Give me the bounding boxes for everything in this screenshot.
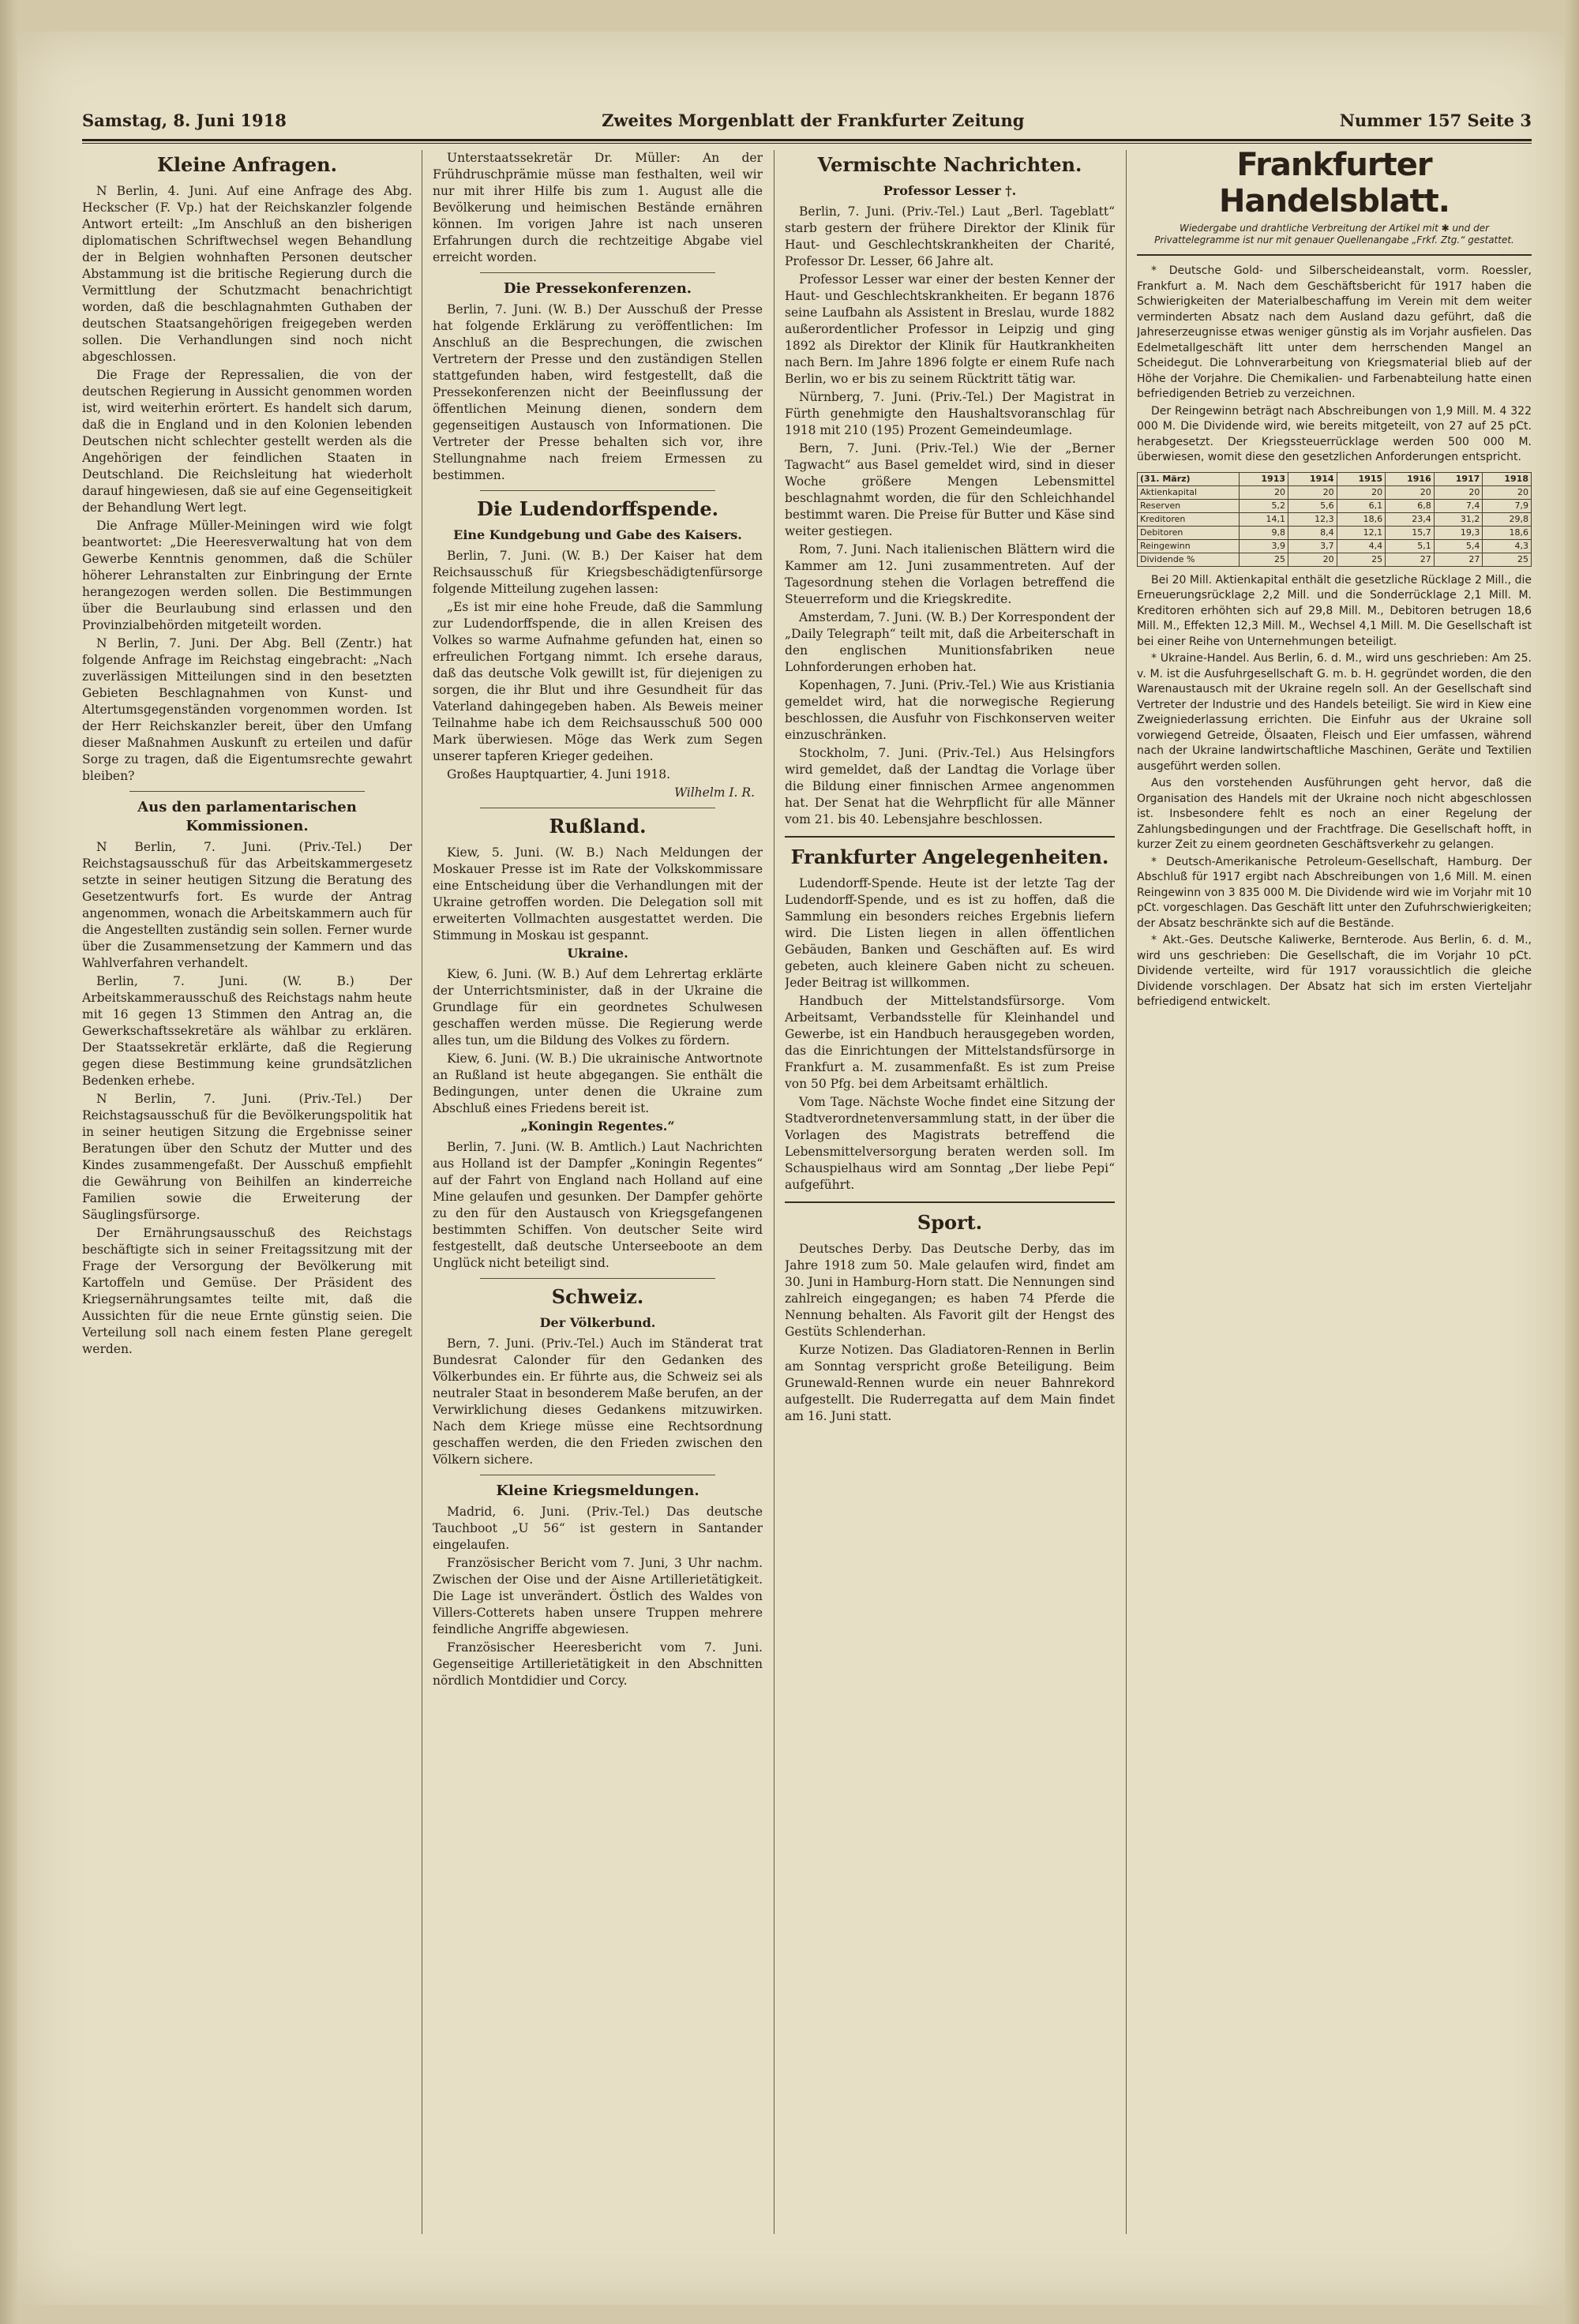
- separator: [129, 791, 365, 792]
- table-cell: 12,1: [1337, 526, 1386, 539]
- section-heading: Aus den parlamentarischen Kommissionen.: [137, 799, 357, 834]
- article-paragraph: Die Frage der Repressalien, die von der deutschen Regierung in Aussicht genommen worden ist, wird weiterhin erörtert. Es handelt sich darum, daß die in England und in den Kolonien lebenden Deutschen nicht schlechter gestellt werden als die Angehörigen der feindlichen Staaten in Deutschland. Die Reichsleitung hat wiederholt darauf hingewiesen, daß sie auf eine Gegenseitigkeit der Behandlung Wert legt.: [82, 368, 412, 515]
- header-rule-thin: [82, 143, 1532, 144]
- separator: [480, 272, 715, 273]
- separator: [480, 1278, 715, 1279]
- subheading: Ukraine.: [567, 946, 628, 961]
- article-paragraph: Französischer Bericht vom 7. Juni, 3 Uhr nachm. Zwischen der Oise und der Aisne Artillerietätigkeit. Die Lage ist unverändert. Östlich des Waldes von Villers-Cotterets haben unsere Truppen mehrere feindliche Angriffe abgewiesen.: [433, 1556, 763, 1636]
- column-rule: [1126, 150, 1127, 2234]
- table-cell: 5,2: [1240, 499, 1288, 512]
- column-4-handelsblatt: [1137, 150, 1532, 2242]
- separator: [785, 1201, 1115, 1203]
- table-cell: 7,9: [1483, 499, 1532, 512]
- article-paragraph: Vom Tage. Nächste Woche findet eine Sitzung der Stadtverordnetenversammlung statt, in der über die Vorlagen des Magistrats betreffend die Lebensmittelversorgung beraten werden soll. Im Schauspielhaus wird am Sonntag „Der liebe Pepi“ aufgeführt.: [785, 1095, 1115, 1192]
- table-cell: 20: [1288, 485, 1337, 499]
- header-date: Samstag, 8. Juni 1918: [82, 110, 287, 130]
- section-heading: Rußland.: [549, 815, 647, 838]
- table-cell: 5,4: [1434, 539, 1483, 553]
- table-cell: 3,7: [1288, 539, 1337, 553]
- table-cell: 25: [1240, 553, 1288, 566]
- table-header-cell: 1915: [1337, 472, 1386, 485]
- section-heading: Sport.: [917, 1211, 983, 1234]
- article-paragraph: Französischer Heeresbericht vom 7. Juni. Gegenseitige Artillerietätigkeit in den Abschnitten nördlich Montdidier und Corcy.: [433, 1640, 763, 1688]
- table-cell: 25: [1337, 553, 1386, 566]
- table-cell: 23,4: [1386, 512, 1435, 526]
- article-paragraph: Professor Lesser war einer der besten Kenner der Haut- und Geschlechtskrankheiten. Er begann 1876 seine Laufbahn als Assistent in Breslau, wurde 1882 außerordentlicher Professor in Leipzig und ging 1892 als Direktor der Klinik für Hautkrankheiten nach Bern. Im Jahre 1896 folgte er einem Rufe nach Berlin, wo er bis zu seinem Rücktritt tätig war.: [785, 272, 1115, 386]
- article-paragraph: Der Reingewinn beträgt nach Abschreibungen von 1,9 Mill. M. 4 322 000 M. Die Dividende wird, wie bereits mitgeteilt, von 27 auf 25 pCt. herabgesetzt. Der Kriegssteuerrücklage werden 500 000 M. überwiesen, womit diese den gesetzlichen Anforderungen entspricht.: [1137, 404, 1532, 463]
- article-paragraph: Aus den vorstehenden Ausführungen geht hervor, daß die Organisation des Handels mit der Ukraine noch nicht abgeschlossen ist. Insbesondere fehlt es noch an einer Regelung der Zahlungsbedingungen und der Frachtfrage. Die Gesellschaft hofft, in kurzer Zeit zu einem geordneten Geschäftsverkehr zu gelangen.: [1137, 777, 1532, 851]
- article-paragraph: Berlin, 7. Juni. (W. B.) Der Ausschuß der Presse hat folgende Erklärung zu veröffentlichen: Im Anschluß an die Besprechungen, die zwischen Vertretern der Presse und den zuständigen Stellen stattgefunden haben, wird festgestellt, daß die Pressekonferenzen nicht der Beeinflussung der öffentlichen Meinung dienen, sondern dem gegenseitigen Austausch von Informationen. Die Vertreter der Presse behalten sich vor, ihre Stellungnahme nach freiem Ermessen zu bestimmen.: [433, 302, 763, 482]
- header-masthead: Zweites Morgenblatt der Frankfurter Zeitung: [602, 110, 1025, 130]
- article-paragraph: N Berlin, 4. Juni. Auf eine Anfrage des Abg. Heckscher (F. Vp.) hat der Reichskanzler folgende Antwort erteilt: „Im Anschluß an den bisherigen diplomatischen Schriftwechsel wegen Behandlung der in Belgien wohnhaften Personen deutscher Abstammung ist die britische Regierung durch die Vermittlung der Schutzmacht benachrichtigt worden, daß die beschlagnahmten Guthaben der deutschen Staatsangehörigen freigegeben werden sollen. Die Verhandlungen sind noch nicht abgeschlossen.: [82, 184, 412, 364]
- table-row: [1138, 539, 1532, 553]
- table-header-cell: 1914: [1288, 472, 1337, 485]
- table-cell: 18,6: [1337, 512, 1386, 526]
- table-cell: 19,3: [1434, 526, 1483, 539]
- table-cell: 27: [1386, 553, 1435, 566]
- article-paragraph: Bern, 7. Juni. (Priv.-Tel.) Wie der „Berner Tagwacht“ aus Basel gemeldet wird, sind in dieser Woche größere Mengen Lebensmittel beschlagnahmt worden, die für den Schleichhandel bestimmt waren. Die Preise für Butter und Käse sind weiter gestiegen.: [785, 441, 1115, 538]
- page-edge-right: [1565, 0, 1579, 2324]
- table-row: [1138, 485, 1532, 499]
- article-paragraph: Kiew, 5. Juni. (W. B.) Nach Meldungen der Moskauer Presse ist im Rate der Volkskommissare eine Entscheidung über die Verhandlungen mit der Ukraine getroffen worden. Die Delegation soll mit erweiterten Vollmachten ausgestattet werden. Die Stimmung in Moskau ist gespannt.: [433, 845, 763, 943]
- table-cell: Dividende %: [1138, 553, 1240, 566]
- table-cell: 9,8: [1240, 526, 1288, 539]
- table-cell: 25: [1483, 553, 1532, 566]
- article-paragraph: Berlin, 7. Juni. (Priv.-Tel.) Laut „Berl. Tageblatt“ starb gestern der frühere Direktor der Klinik für Haut- und Geschlechtskrankheiten der Charité, Professor Dr. Lesser, 66 Jahre alt.: [785, 204, 1115, 268]
- table-cell: 20: [1434, 485, 1483, 499]
- dateline: Großes Hauptquartier, 4. Juni 1918.: [447, 767, 671, 782]
- table-cell: 6,1: [1337, 499, 1386, 512]
- article-paragraph: Berlin, 7. Juni. (W. B.) Der Kaiser hat dem Reichsausschuß für Kriegsbeschädigtenfürsorge folgende Mitteilung zugehen lassen:: [433, 549, 763, 596]
- article-paragraph: Kiew, 6. Juni. (W. B.) Auf dem Lehrertag erklärte der Unterrichtsminister, daß in der Ukraine die Grundlage für ein geordnetes Schulwesen geschaffen werden müsse. Die Regierung werde alles tun, um die Bildung des Volkes zu fördern.: [433, 967, 763, 1048]
- article-paragraph: * Deutsche Gold- und Silberscheideanstalt, vorm. Roessler, Frankfurt a. M. Nach dem Geschäftsbericht für 1917 haben die Schwierigkeiten der Materialbeschaffung im Verein mit dem weiter verminderten Absatz nach dem Ausland dazu geführt, daß die Jahreserzeugnisse etwas weniger günstig als im Vorjahr ausfielen. Das Edelmetallgeschäft litt unter dem herrschenden Mangel an Scheidegut. Die Lohnverarbeitung von Kriegsmaterial blieb auf der Höhe der Vorjahre. Die Chemikalien- und Farbenabteilung hatte einen befriedigenden Betrieb zu verzeichnen.: [1137, 264, 1532, 400]
- article-paragraph: Nürnberg, 7. Juni. (Priv.-Tel.) Der Magistrat in Fürth genehmigte den Haushaltsvoranschlag für 1918 mit 210 (195) Prozent Gemeindeumlage.: [785, 390, 1115, 437]
- article-paragraph: Amsterdam, 7. Juni. (W. B.) Der Korrespondent der „Daily Telegraph“ teilt mit, daß die Arbeiterschaft in den englischen Munitionsfabriken neue Lohnforderungen erhoben hat.: [785, 610, 1115, 674]
- table-cell: Aktienkapital: [1138, 485, 1240, 499]
- table-cell: Reserven: [1138, 499, 1240, 512]
- table-cell: 18,6: [1483, 526, 1532, 539]
- article-paragraph: Kiew, 6. Juni. (W. B.) Die ukrainische Antwortnote an Rußland ist heute abgegangen. Sie enthält die Bedingungen, unter denen die Ukraine zum Abschluß eines Friedens bereit ist.: [433, 1051, 763, 1115]
- article-paragraph: * Deutsch-Amerikanische Petroleum-Gesellschaft, Hamburg. Der Abschluß für 1917 ergibt nach Abschreibungen von 1,6 Mill. M. einen Reingewinn von 3 835 000 M. Die Dividende wird wie im Vorjahr mit 10 pCt. vorgeschlagen. Das Geschäft litt unter den Zufuhrschwierigkeiten; der Absatz beschränkte sich auf die Bestände.: [1137, 855, 1532, 930]
- page-edge-left: [0, 0, 17, 2324]
- table-row: [1138, 499, 1532, 512]
- separator: [480, 490, 715, 491]
- article-paragraph: Bei 20 Mill. Aktienkapital enthält die gesetzliche Rücklage 2 Mill., die Erneuerungsrücklage 2,2 Mill. und die Sonderrücklage 2,1 Mill. M. Kreditoren erhöhten sich auf 29,8 Mill. M., Debitoren betrugen 18,6 Mill. M., Effekten 12,3 Mill. M., Wechsel 4,1 Mill. M. Die Gesellschaft ist bei einer Reihe von Unternehmungen beteiligt.: [1137, 573, 1532, 648]
- table-cell: 4,3: [1483, 539, 1532, 553]
- article-paragraph: * Ukraine-Handel. Aus Berlin, 6. d. M., wird uns geschrieben: Am 25. v. M. ist die Ausfuhrgesellschaft G. m. b. H. gegründet worden, die den Warenaustausch mit der Ukraine regeln soll. An der Gesellschaft sind Vertreter der Industrie und des Handels beteiligt. Sie wird in Kiew eine Zweigniederlassung errichten. Die Einfuhr aus der Ukraine soll vorwiegend Getreide, Ölsaaten, Fleisch und Eier umfassen, während nach der Ukraine landwirtschaftliche Maschinen, Geräte und Textilien ausgeführt werden sollen.: [1137, 652, 1532, 773]
- table-cell: 31,2: [1434, 512, 1483, 526]
- section-heading: Vermischte Nachrichten.: [817, 153, 1082, 176]
- table-header-row: [1138, 472, 1532, 485]
- table-cell: 27: [1434, 553, 1483, 566]
- article-paragraph: N Berlin, 7. Juni. Der Abg. Bell (Zentr.) hat folgende Anfrage im Reichstag eingebracht: „Nach zuverlässigen Mitteilungen sind in den besetzten Gebieten Beschlagnahmen von Kunst- und Altertumsgegenständen vorgenommen worden. Ist der Herr Reichskanzler bereit, über den Umfang dieser Maßnahmen Auskunft zu erteilen und dafür Sorge zu tragen, daß die Eigentumsrechte gewahrt bleiben?: [82, 636, 412, 783]
- header-rule: [82, 139, 1532, 141]
- table-row: [1138, 512, 1532, 526]
- article-paragraph: N Berlin, 7. Juni. (Priv.-Tel.) Der Reichstagsausschuß für die Bevölkerungspolitik hat in seiner heutigen Sitzung die Ergebnisse seiner Beratungen über den Schutz der Mutter und des Kindes zusammengefaßt. Der Ausschuß empfiehlt die Gewährung von Beihilfen an kinderreiche Familien sowie die Erweiterung der Säuglingsfürsorge.: [82, 1092, 412, 1222]
- reprint-notice: Wiedergabe und drahtliche Verbreitung der Artikel mit ✱ und der Privattelegramme ist nur mit genauer Quellenangabe „Frkf. Ztg.“ gestattet.: [1154, 223, 1514, 246]
- article-paragraph: Kurze Notizen. Das Gladiatoren-Rennen in Berlin am Sonntag verspricht große Beteiligung. Beim Grunewald-Rennen wurde ein neuer Bahnrekord aufgestellt. Die Ruderregatta auf dem Main findet am 16. Juni statt.: [785, 1343, 1115, 1423]
- article-paragraph: Berlin, 7. Juni. (W. B.) Der Arbeitskammerausschuß des Reichstags nahm heute mit 16 gegen 13 Stimmen den Antrag an, die Gewerkschaftssekretäre als wählbar zu erklären. Der Staatssekretär erklärte, daß die Regierung gegen diese Bestimmung keine grundsätzlichen Bedenken erhebe.: [82, 974, 412, 1088]
- table-cell: 15,7: [1386, 526, 1435, 539]
- article-paragraph: Bern, 7. Juni. (Priv.-Tel.) Auch im Ständerat trat Bundesrat Calonder für den Gedanken des Völkerbundes ein. Er führte aus, die Schweiz sei als neutraler Staat in besonderem Maße berufen, an der Verwirklichung dieses Gedankens mitzuwirken. Nach dem Kriege müsse eine Rechtsordnung geschaffen werden, die den Frieden zwischen den Völkern sichere.: [433, 1336, 763, 1467]
- subheading: „Koningin Regentes.“: [520, 1119, 675, 1134]
- table-header-cell: 1918: [1483, 472, 1532, 485]
- table-cell: 8,4: [1288, 526, 1337, 539]
- table-row: [1138, 526, 1532, 539]
- table-header-cell: 1916: [1386, 472, 1435, 485]
- section-heading: Frankfurter Angelegenheiten.: [790, 845, 1109, 868]
- table-cell: 4,4: [1337, 539, 1386, 553]
- section-heading: Die Ludendorffspende.: [477, 497, 718, 520]
- section-heading: Kleine Anfragen.: [157, 153, 337, 176]
- column-1: [82, 150, 412, 2242]
- table-cell: Debitoren: [1138, 526, 1240, 539]
- table-header-cell: 1913: [1240, 472, 1288, 485]
- signature: Wilhelm I. R.: [674, 785, 755, 800]
- table-cell: 20: [1337, 485, 1386, 499]
- article-paragraph: N Berlin, 7. Juni. (Priv.-Tel.) Der Reichstagsausschuß für das Arbeitskammergesetz setzte in seiner heutigen Sitzung die Beratung des Gesetzentwurfs fort. Es wurde der Antrag angenommen, wonach die Arbeitskammern auch für die Angestellten zuständig sein sollen. Ferner wurde über die Zusammensetzung der Kammern und das Wahlverfahren verhandelt.: [82, 840, 412, 970]
- table-header-cell: (31. März): [1138, 472, 1240, 485]
- article-paragraph: Die Anfrage Müller-Meiningen wird wie folgt beantwortet: „Die Heeresverwaltung hat von dem Gewerbe Kenntnis genommen, daß die Schüler höherer Lehranstalten zur Einbringung der Ernte herangezogen werden sollen. Die Bestimmungen über die Beurlaubung sind erlassen und den Provinzialbehörden mitgeteilt worden.: [82, 519, 412, 632]
- table-row: [1138, 553, 1532, 566]
- table-cell: 5,1: [1386, 539, 1435, 553]
- article-paragraph: Berlin, 7. Juni. (W. B. Amtlich.) Laut Nachrichten aus Holland ist der Dampfer „Koningin Regentes“ auf der Fahrt von England nach Holland auf eine Mine gelaufen und gesunken. Der Dampfer gehörte zu den für den Austausch von Kriegsgefangenen bestimmten Schiffen. Von deutscher Seite wird festgestellt, daß deutsche Unterseeboote an dem Unglück nicht beteiligt sind.: [433, 1140, 763, 1270]
- subheading: Der Völkerbund.: [539, 1315, 656, 1330]
- header-page-number: Nummer 157 Seite 3: [1339, 110, 1532, 130]
- table-cell: 20: [1386, 485, 1435, 499]
- table-cell: 29,8: [1483, 512, 1532, 526]
- subheading: Eine Kundgebung und Gabe des Kaisers.: [453, 527, 742, 542]
- article-paragraph: Handbuch der Mittelstandsfürsorge. Vom Arbeitsamt, Verbandsstelle für Kleinhandel und Gewerbe, ist ein Handbuch herausgegeben worden, das die Einrichtungen der Mittelstandsfürsorge in Frankfurt a. M. zusammenfaßt. Es ist zum Preise von 50 Pfg. bei dem Arbeitsamt erhältlich.: [785, 994, 1115, 1091]
- table-cell: 20: [1240, 485, 1288, 499]
- section-masthead: Frankfurter Handelsblatt.: [1219, 150, 1450, 219]
- column-2: [433, 150, 763, 2242]
- article-paragraph: Deutsches Derby. Das Deutsche Derby, das im Jahre 1918 zum 50. Male gelaufen wird, findet am 30. Juni in Hamburg-Horn statt. Die Nennungen sind zahlreich eingegangen; es haben 74 Pferde die Nennung behalten. Als Favorit gilt der Hengst des Gestüts Schlenderhan.: [785, 1242, 1115, 1339]
- article-paragraph: Kopenhagen, 7. Juni. (Priv.-Tel.) Wie aus Kristiania gemeldet wird, hat die norwegische Regierung beschlossen, die Ausfuhr von Fischkonserven weiter einzuschränken.: [785, 678, 1115, 742]
- section-heading: Schweiz.: [551, 1285, 644, 1308]
- table-cell: 14,1: [1240, 512, 1288, 526]
- page-header: [82, 104, 1532, 136]
- section-heading: Kleine Kriegsmeldungen.: [496, 1482, 699, 1499]
- table-cell: 12,3: [1288, 512, 1337, 526]
- article-paragraph: Der Ernährungsausschuß des Reichstags beschäftigte sich in seiner Freitagssitzung mit der Frage der Versorgung der Bevölkerung mit Kartoffeln und Gemüse. Der Präsident des Kriegsernährungsamtes teilte mit, daß die Aussichten für die neue Ernte günstig seien. Die Verteilung soll nach einem festen Plane geregelt werden.: [82, 1226, 412, 1356]
- table-cell: Reingewinn: [1138, 539, 1240, 553]
- subheading: Professor Lesser †.: [883, 183, 1017, 198]
- article-paragraph: „Es ist mir eine hohe Freude, daß die Sammlung zur Ludendorffspende, die in allen Kreisen des Volkes so warme Aufnahme gefunden hat, einen so erfreulichen Fortgang nimmt. Ich ersehe daraus, daß das deutsche Volk gewillt ist, für diejenigen zu sorgen, die ihr Blut und ihre Gesundheit für das Vaterland dahingegeben haben. Als Beweis meiner Teilnahme habe ich dem Reichsausschuß 500 000 Mark überwiesen. Möge das Werk zum Segen unserer tapferen Krieger gedeihen.: [433, 600, 763, 763]
- table-cell: 3,9: [1240, 539, 1288, 553]
- table-header-cell: 1917: [1434, 472, 1483, 485]
- article-paragraph: Madrid, 6. Juni. (Priv.-Tel.) Das deutsche Tauchboot „U 56“ ist gestern in Santander eingelaufen.: [433, 1505, 763, 1552]
- article-paragraph: Unterstaatssekretär Dr. Müller: An der Frühdruschprämie müsse man festhalten, weil wir nur mit ihrer Hilfe bis zum 1. August alle die Bevölkerung und heimischen Bestände ernähren können. Im vorigen Jahre ist nach unseren Erfahrungen durch die rechtzeitige Abgabe viel erreicht worden.: [433, 151, 763, 264]
- article-paragraph: * Akt.-Ges. Deutsche Kaliwerke, Bernterode. Aus Berlin, 6. d. M., wird uns geschrieben: Die Gesellschaft, die im Vorjahr 10 pCt. Dividende verteilte, wird für 1917 voraussichtlich die gleiche Dividende vorschlagen. Der Absatz hat sich im ersten Vierteljahr befriedigend entwickelt.: [1137, 934, 1532, 1008]
- separator: [1137, 254, 1532, 256]
- table-cell: 20: [1288, 553, 1337, 566]
- article-paragraph: Stockholm, 7. Juni. (Priv.-Tel.) Aus Helsingfors wird gemeldet, daß der Landtag die Vorlage über die Bildung einer finnischen Armee angenommen hat. Der Senat hat die Wehrpflicht für alle Männer vom 21. bis 40. Lebensjahre beschlossen.: [785, 746, 1115, 827]
- table-cell: 20: [1483, 485, 1532, 499]
- section-heading: Die Pressekonferenzen.: [503, 280, 692, 297]
- table-cell: 6,8: [1386, 499, 1435, 512]
- separator: [785, 836, 1115, 838]
- article-paragraph: Ludendorff-Spende. Heute ist der letzte Tag der Ludendorff-Spende, und es ist zu hoffen, daß die Sammlung ein besonders reiches Ergebnis liefern wird. Die Listen liegen in allen öffentlichen Gebäuden, Banken und Geschäften auf. Es wird gebeten, auch kleinere Gaben nicht zu scheuen. Jeder Beitrag ist willkommen.: [785, 876, 1115, 990]
- column-3: [785, 150, 1115, 2242]
- table-cell: Kreditoren: [1138, 512, 1240, 526]
- table-cell: 5,6: [1288, 499, 1337, 512]
- table-cell: 7,4: [1434, 499, 1483, 512]
- financial-table: [1137, 472, 1532, 567]
- article-paragraph: Rom, 7. Juni. Nach italienischen Blättern wird die Kammer am 12. Juni zusammentreten. Auf der Tagesordnung stehen die Vorlagen betreffend die Steuerreform und die Kriegskredite.: [785, 542, 1115, 606]
